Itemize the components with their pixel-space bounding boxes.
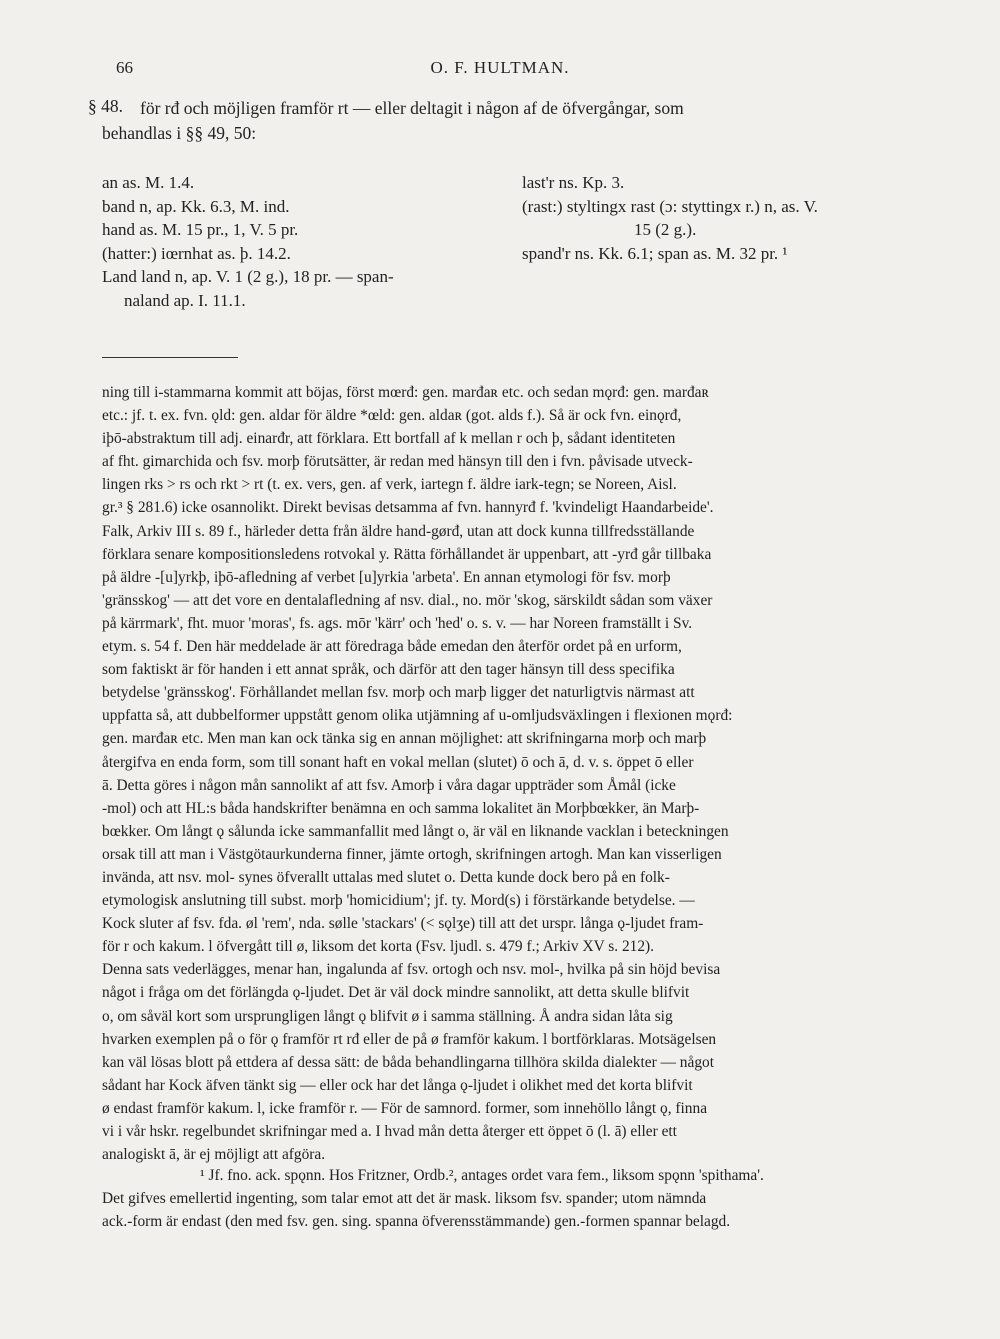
note-line: 'gränsskog' — att det vore en dentalafledning af nsv. dial., no. mör 'skog, särskildt sådan som växer	[102, 591, 713, 609]
section-mark: § 48.	[88, 96, 123, 116]
note-line: vi i vår hskr. regelbundet skrifningar med a. I hvad mån detta återger ett öppet ō (l. ā) eller ett	[102, 1123, 677, 1140]
note-line: gr.³ § 281.6) icke osannolikt. Direkt bevisas detsamma af fvn. hannyrđ f. 'kvindeligt Haandarbeide'.	[102, 499, 714, 517]
note-line: betydelse 'gränsskog'. Förhållandet mellan fsv. morþ och marþ ligger det naturligtvis närmast att	[102, 684, 695, 702]
list-entry: an as. M. 1.4.	[102, 173, 195, 192]
note-line: -mol) och att HL:s båda handskrifter benämna en och samma lokalitet än Morþbœkker, än Marþ-	[102, 799, 700, 817]
note-line: etym. s. 54 f. Den här meddelade är att föredraga både emedan den återför ordet på en urform,	[102, 638, 682, 656]
listing-left-column	[102, 171, 502, 313]
intro-line: behandlas i §§ 49, 50:	[102, 122, 257, 143]
note-line: Falk, Arkiv III s. 89 f., härleder detta från äldre hand-gørđ, utan att dock kunna tillfredsställande	[102, 522, 695, 540]
note-line: iþō-abstraktum till adj. einarđr, att förklara. Ett bortfall af k mellan r och þ, sådant identiteten	[102, 430, 676, 448]
note-line: för r och kakum. l öfvergått till ø, liksom det korta (Fsv. ljudl. s. 479 f.; Arkiv XV s. 212).	[102, 938, 655, 956]
note-line: o, om såväl kort som ursprungligen långt ǫ blifvit ø i samma ställning. Å andra sidan låta sig	[102, 1007, 673, 1025]
note-line: uppfatta så, att dubbelformer uppstått genom olika utjämning af u-omljudsväxlingen i flexionen mǫrđ:	[102, 707, 733, 725]
note-line: förklara senare kompositionsledens rotvokal y. Rätta förhållandet är uppenbart, att -yrđ går tillbaka	[102, 545, 712, 563]
footnote-line: ack.-form är endast (den med fsv. gen. sing. spanna öfverensstämmande) gen.-formen spannar belagd.	[102, 1213, 731, 1231]
note-line: återgifva en enda form, som till sonant haft en vokal mellan (slutet) ō och ā, d. v. s. öppet ō eller	[102, 753, 694, 771]
note-line: ø endast framför kakum. l, icke framför r. — För de samnord. former, som innehöllo långt ǫ, finna	[102, 1099, 708, 1117]
note-line: bœkker. Om långt ǫ sålunda icke sammanfallit med långt o, är väl en liknande vacklan i beteckningen	[102, 822, 729, 840]
note-line: analogiskt ā, är ej möjligt att afgöra.	[102, 1146, 326, 1164]
note-line: invända, att nsv. mol- synes öfverallt uttalas med slutet o. Detta kunde dock bero på en folk-	[102, 868, 670, 886]
note-line: Kock sluter af fsv. fda. øl 'rem', nda. sølle 'stackars' (< sǫlʒe) till att det urspr. långa ǫ-ljudet fram-	[102, 915, 704, 933]
note-line: etc.: jf. t. ex. fvn. ǫld: gen. aldar för äldre *œld: gen. aldaʀ (got. alds f.). Så är ock fvn. einǫrđ,	[102, 407, 682, 425]
note-line: etymologisk anslutning till subst. morþ 'homicidium'; jf. ty. Mord(s) i förstärkande betydelse. —	[102, 892, 695, 910]
list-entry: (hatter:) iœrnhat as. þ. 14.2.	[102, 243, 291, 263]
footnote-line: ¹ Jf. fno. ack. spǫnn. Hos Fritzner, Ordb.², antages ordet vara fem., liksom spǫnn 'spithama'.	[200, 1167, 764, 1184]
note-line: orsak till att man i Västgötaurkunderna finner, jämte ortogh, skrifningen artogh. Man kan visserligen	[102, 845, 722, 863]
note-body	[102, 381, 934, 1166]
section-intro	[102, 96, 934, 145]
note-line: som faktiskt är för handen i ett annat språk, och därför att den tager hänsyn till dess specifika	[102, 661, 675, 679]
note-line: kan väl lösas blott på ettdera af dessa sätt: de båda behandlingarna tillhöra skilda dialekter — något	[102, 1053, 715, 1071]
page-number: 66	[116, 58, 133, 77]
footnote	[102, 1164, 934, 1233]
note-line: Denna sats vederlägges, menar han, ingalunda af fsv. ortogh och nsv. mol-, hvilka på sin höjd bevisa	[102, 961, 721, 979]
note-line: gen. marđaʀ etc. Men man kan ock tänka sig en annan möjlighet: att skrifningarna morþ och marþ	[102, 730, 707, 748]
listing-right-column	[522, 171, 932, 265]
list-entry: spand'r ns. Kk. 6.1; span as. M. 32 pr. ¹	[522, 243, 788, 263]
note-line: hvarken exemplen på o för ǫ framför rt rđ eller de på ø framför kakum. l bortförklaras. Motsägelsen	[102, 1030, 717, 1048]
note-line: på kärrmark', fht. muor 'moras', fs. ags. mōr 'kärr' och 'hed' o. s. v. — har Noreen framställt i Sv.	[102, 614, 693, 632]
list-entry: naland ap. I. 11.1.	[124, 290, 246, 310]
list-entry: band n, ap. Kk. 6.3, M. ind.	[102, 196, 290, 216]
list-entry: (rast:) styltingx rast (ɔ: styttingx r.) n, as. V.	[522, 196, 818, 216]
running-head: O. F. HULTMAN.	[430, 58, 570, 77]
footnote-line: Det gifves emellertid ingenting, som talar emot att det är mask. liksom fsv. spander; utom nämnda	[102, 1190, 707, 1208]
note-line: något i fråga om det förlängda ǫ-ljudet. Det är väl dock mindre sannolikt, att detta skulle blifvit	[102, 984, 690, 1002]
note-line: af fht. gimarchida och fsv. morþ förutsätter, är redan med hänsyn till den i fvn. påvisade utveck-	[102, 453, 693, 471]
note-line: ning till i-stammarna kommit att böjas, först mœrđ: gen. marđaʀ etc. och sedan mǫrđ: gen. marđaʀ	[102, 384, 709, 401]
list-entry: last'r ns. Kp. 3.	[522, 173, 625, 192]
intro-line: för rđ och möjligen framför rt — eller deltagit i någon af de öfvergångar, som	[140, 98, 684, 118]
list-entry: Land land n, ap. V. 1 (2 g.), 18 pr. — span-	[102, 267, 394, 287]
note-line: lingen rks > rs och rkt > rt (t. ex. vers, gen. af verk, iartegn f. äldre iark-tegn; se Noreen, Aisl.	[102, 476, 677, 494]
list-entry: 15 (2 g.).	[634, 220, 697, 240]
note-divider	[102, 357, 238, 358]
note-line: på äldre -[u]yrkþ, iþō-afledning af verbet [u]yrkia 'arbeta'. En annan etymologi för fsv. morþ	[102, 568, 671, 586]
note-line: ā. Detta göres i någon mån sannolikt af att fsv. Amorþ i våra dagar uppträder som Åmål (icke	[102, 776, 676, 794]
list-entry: hand as. M. 15 pr., 1, V. 5 pr.	[102, 220, 299, 240]
note-line: sådant har Kock äfven tänkt sig — eller ock har det långa ǫ-ljudet i olikhet med det korta blifvit	[102, 1076, 693, 1094]
